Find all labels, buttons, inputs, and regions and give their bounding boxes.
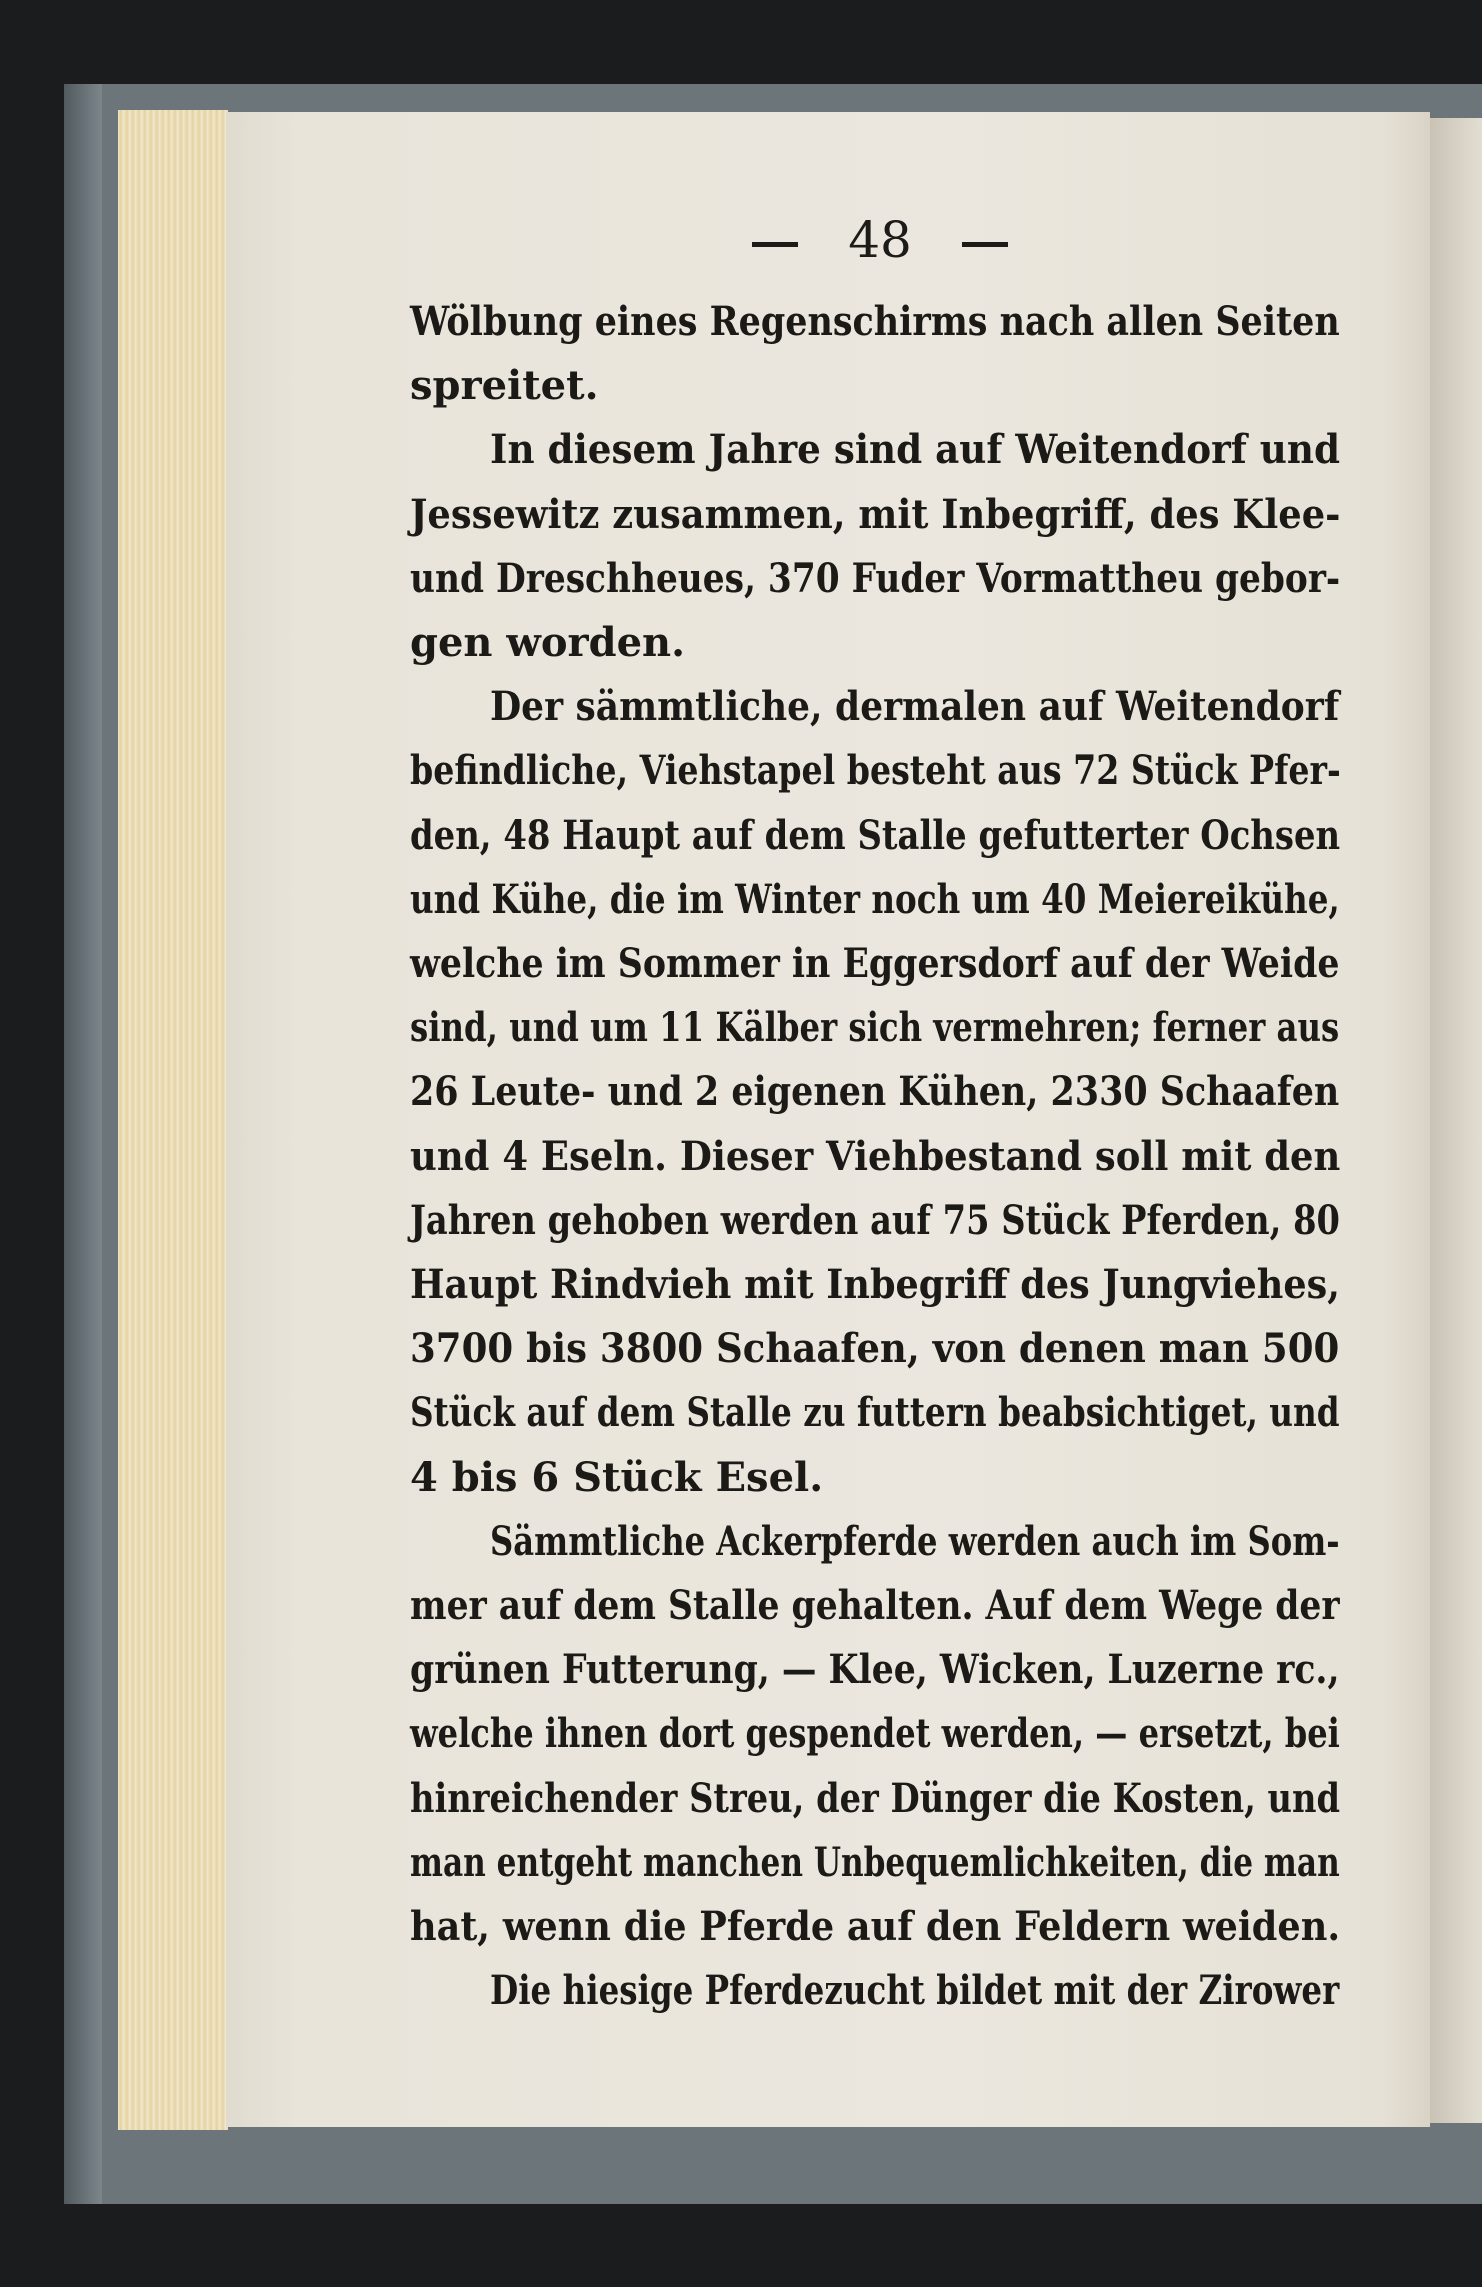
text-line: Die hiesige Pferdezucht bildet mit der Zirower: [490, 1967, 1340, 2015]
text-line: Jahren gehoben werden auf 75 Stück Pferden, 80: [410, 1196, 1340, 1244]
text-line: Der sämmtliche, dermalen auf Weitendorf: [490, 683, 1340, 731]
text-line: Sämmtliche Ackerpferde werden auch im Som-: [490, 1517, 1340, 1565]
cover-spine-edge: [64, 84, 102, 2204]
left-dash: [752, 242, 798, 247]
text-line: und Dreschheues, 370 Fuder Vormattheu gebor-: [410, 554, 1341, 602]
text-line: gen worden.: [410, 619, 686, 666]
page-edges-stack: [118, 110, 228, 2130]
text-line: In diesem Jahre sind auf Weitendorf und: [490, 426, 1341, 474]
text-line: 3700 bis 3800 Schaafen, von denen man 500: [410, 1325, 1340, 1373]
text-line: Stück auf dem Stalle zu futtern beabsichtiget, und: [410, 1389, 1340, 1437]
text-line: man entgeht manchen Unbequemlichkeiten, die man: [410, 1838, 1340, 1886]
text-line: spreitet.: [410, 362, 599, 410]
page-number: 48: [848, 211, 912, 269]
text-line: befindliche, Viehstapel besteht aus 72 Stück Pfer-: [410, 747, 1341, 795]
text-line: grünen Futterung, — Klee, Wicken, Luzerne rc.,: [410, 1646, 1340, 1694]
text-line: und 4 Eseln. Dieser Viehbestand soll mit den: [410, 1132, 1341, 1180]
text-line: Haupt Rindvieh mit Inbegriff des Jungviehes,: [410, 1261, 1340, 1308]
right-dash: [962, 242, 1008, 247]
text-line: hinreichender Streu, der Dünger die Kosten, und: [410, 1774, 1341, 1822]
text-line: welche ihnen dort gespendet werden, — ersetzt, bei: [410, 1710, 1340, 1758]
text-line: und Kühe, die im Winter noch um 40 Meiereikühe,: [410, 875, 1340, 923]
text-line: welche im Sommer in Eggersdorf auf der Weide: [410, 940, 1340, 987]
text-line: 4 bis 6 Stück Esel.: [410, 1453, 824, 1501]
page-header: [620, 210, 1140, 270]
text-line: Jessewitz zusammen, mit Inbegriff, des Klee-: [410, 490, 1341, 538]
text-line: 26 Leute- und 2 eigenen Kühen, 2330 Schaafen: [410, 1068, 1340, 1116]
text-line: hat, wenn die Pferde auf den Feldern weiden.: [410, 1903, 1341, 1950]
text-line: mer auf dem Stalle gehalten. Auf dem Wege der: [410, 1582, 1340, 1629]
text-line: den, 48 Haupt auf dem Stalle gefutterter Ochsen: [410, 811, 1341, 859]
facing-page-edge: [1430, 118, 1482, 2123]
text-line: sind, und um 11 Kälber sich vermehren; ferner aus: [410, 1004, 1340, 1052]
text-line: Wölbung eines Regenschirms nach allen Seiten: [410, 298, 1340, 345]
